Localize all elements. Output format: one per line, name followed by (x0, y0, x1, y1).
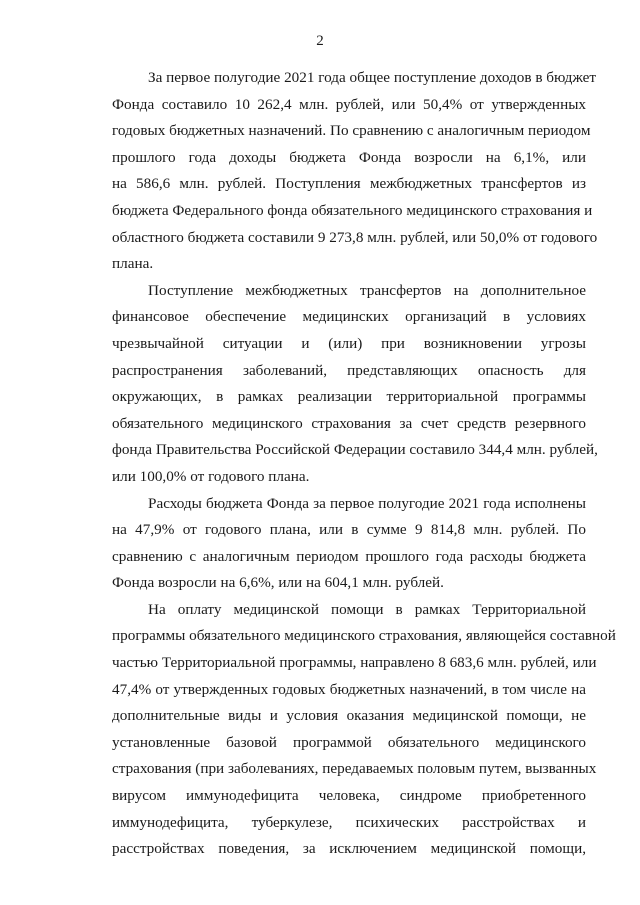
text-line: окружающих, в рамках реализации территориальной программы (112, 388, 586, 406)
text-line: распространения заболеваний, представляющих опасность для (112, 361, 586, 379)
text-line: Фонда возросли на 6,6%, или на 604,1 млн. рублей. (112, 574, 444, 592)
text-line: областного бюджета составили 9 273,8 млн. рублей, или 50,0% от годового (112, 228, 598, 246)
text-line: расстройствах поведения, за исключением медицинской помощи, (112, 840, 586, 858)
text-line: бюджета Федерального фонда обязательного медицинского страхования и (112, 201, 593, 219)
text-line: установленные базовой программой обязательного медицинского (112, 733, 586, 751)
text-line: страхования (при заболеваниях, передаваемых половым путем, вызванных (112, 760, 597, 778)
text-line: Расходы бюджета Фонда за первое полугодие 2021 года исполнены (148, 494, 586, 512)
paragraph-transfers (112, 278, 598, 491)
text-line: обязательного медицинского страхования за счет средств резервного (112, 414, 586, 432)
text-line: фонда Правительства Российской Федерации составило 344,4 млн. рублей, (112, 441, 598, 459)
document-body (112, 65, 616, 863)
text-line: на 47,9% от годового плана, или в сумме 9 814,8 млн. рублей. По (112, 521, 586, 539)
text-line: годовых бюджетных назначений. По сравнению с аналогичным периодом (112, 122, 591, 140)
text-line: иммунодефицита, туберкулезе, психических расстройствах и (112, 813, 586, 831)
text-line: На оплату медицинской помощи в рамках Территориальной (148, 600, 586, 618)
text-line: программы обязательного медицинского страхования, являющейся составной (112, 627, 616, 645)
text-line: финансовое обеспечение медицинских организаций в условиях (112, 308, 586, 326)
text-line: вирусом иммунодефицита человека, синдроме приобретенного (112, 787, 586, 805)
text-line: чрезвычайной ситуации и (или) при возникновении угрозы (112, 334, 586, 352)
text-line: или 100,0% от годового плана. (112, 467, 310, 485)
text-line: прошлого года доходы бюджета Фонда возросли на 6,1%, или (112, 148, 586, 166)
text-line: на 586,6 млн. рублей. Поступления межбюджетных трансфертов из (112, 175, 586, 193)
paragraph-expenses (112, 491, 586, 597)
text-line: дополнительные виды и условия оказания медицинской помощи, не (112, 707, 586, 725)
text-line: сравнению с аналогичным периодом прошлого года расходы бюджета (112, 547, 586, 565)
text-line: За первое полугодие 2021 года общее поступление доходов в бюджет (148, 69, 597, 86)
text-line: Поступление межбюджетных трансфертов на дополнительное (148, 281, 586, 299)
text-line: 47,4% от утвержденных годовых бюджетных назначений, в том числе на (112, 680, 586, 698)
text-line: частью Территориальной программы, направлено 8 683,6 млн. рублей, или (112, 654, 597, 672)
text-line: Фонда составило 10 262,4 млн. рублей, или 50,4% от утвержденных (112, 95, 586, 113)
text-line: плана. (112, 255, 154, 273)
paragraph-income (112, 65, 598, 278)
paragraph-medical-care (112, 597, 616, 863)
page-number: 2 (316, 33, 324, 49)
